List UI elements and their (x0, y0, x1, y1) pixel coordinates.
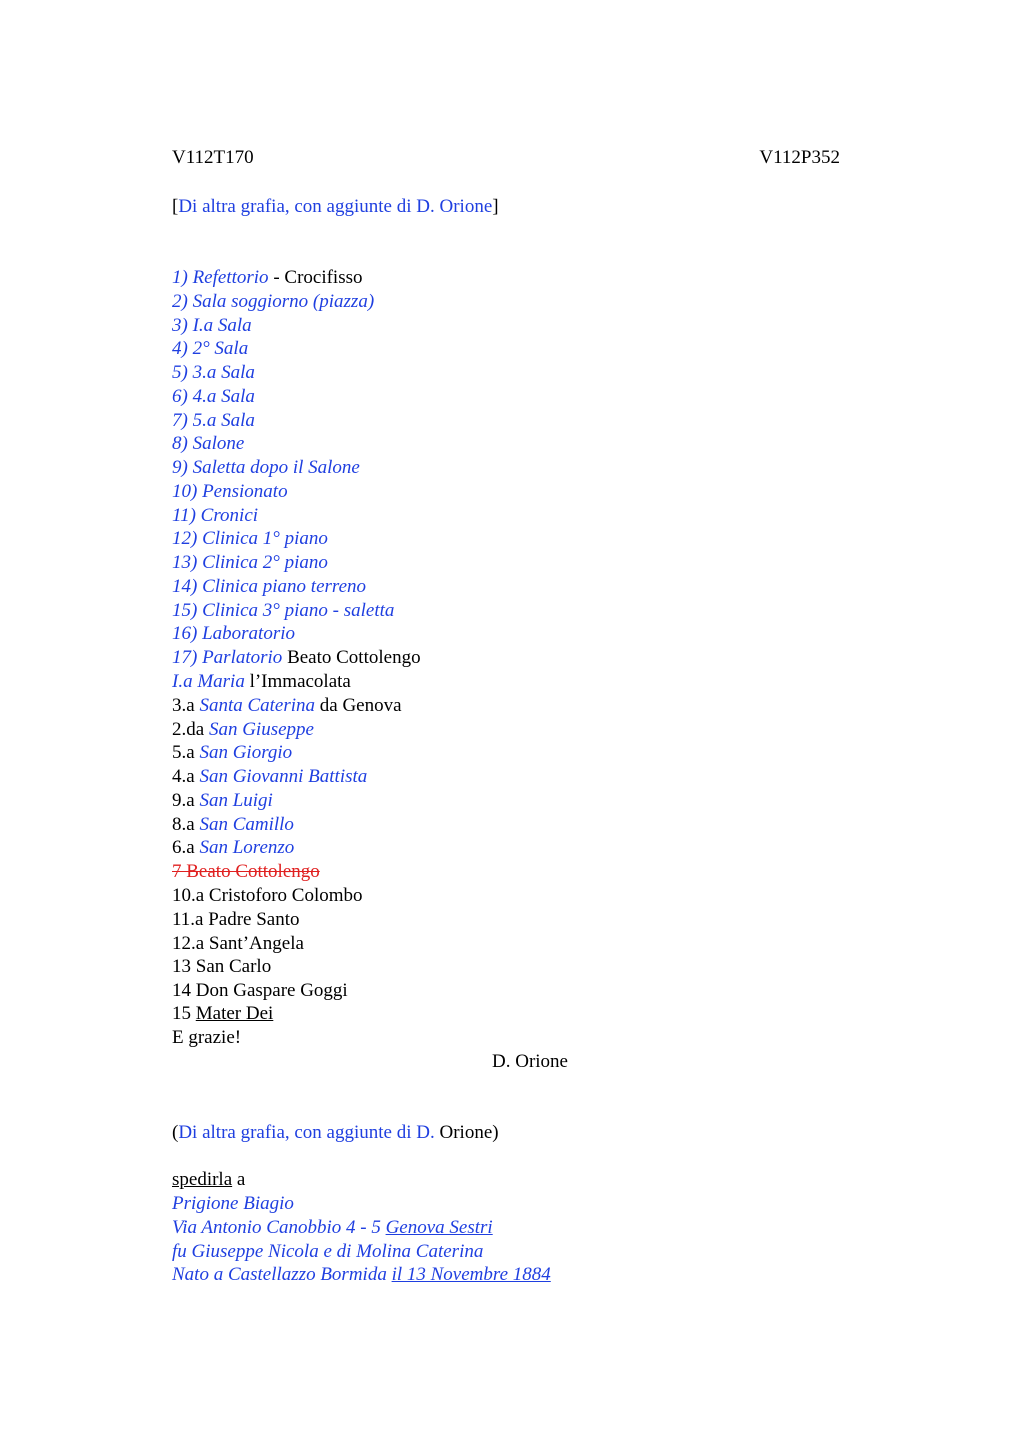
note-line-1 (172, 195, 499, 219)
paren-open: ( (172, 1122, 179, 1143)
address-name: Prigione Biagio (172, 1193, 294, 1214)
name-prefix: 4.a (172, 766, 200, 787)
room-item (172, 432, 244, 456)
room-extra: - Crocifisso (268, 267, 363, 288)
room-number: 9) (172, 457, 188, 478)
name-saint: San Lorenzo (199, 837, 295, 859)
name-prefix: 5.a (172, 742, 200, 764)
name-item (172, 741, 292, 765)
room-label: Cronici (200, 504, 259, 526)
send-line (172, 1168, 245, 1192)
send-word: spedirla (172, 1169, 233, 1190)
plain-item: 13 San Carlo (172, 956, 272, 978)
name-saint: San Luigi (199, 789, 273, 811)
name-item (172, 670, 351, 694)
note-text: Di altra grafia, con aggiunte di D. Orione (178, 196, 493, 217)
bracket-close: ] (492, 196, 499, 217)
name-prefix: 2.da (172, 718, 209, 740)
room-number: 3) (172, 314, 188, 336)
room-item (172, 527, 328, 551)
room-label: 2° Sala (192, 338, 249, 360)
room-label: Clinica piano terreno (202, 575, 367, 597)
room-label: 3.a Sala (192, 362, 255, 383)
room-number: 16) (172, 623, 198, 645)
room-number: 6) (172, 385, 188, 407)
address-city: Genova Sestri (385, 1217, 493, 1238)
struck-entry: 7 Beato Cottolengo (172, 861, 320, 882)
header-left-code: V112T170 (172, 147, 254, 168)
name-prefix: 8.a (172, 813, 200, 835)
room-label: Laboratorio (202, 623, 295, 645)
mater-text: Mater Dei (195, 1003, 274, 1024)
room-label: I.a Sala (192, 314, 252, 336)
room-number: 10) (172, 480, 198, 502)
room-item (172, 409, 255, 433)
name-prefix: 9.a (172, 789, 200, 811)
room-label: Clinica 2° piano (202, 552, 328, 573)
name-saint: San Giorgio (199, 742, 293, 764)
address-street-line (172, 1216, 493, 1240)
room-number: 17) (172, 647, 198, 668)
plain-item: 11.a Padre Santo (172, 908, 300, 930)
name-prefix: 6.a (172, 837, 200, 859)
note2-rest: Orione) (434, 1122, 499, 1143)
thanks-line: E grazie! (172, 1027, 242, 1048)
name-item (172, 694, 402, 718)
send-rest: a (232, 1169, 246, 1190)
room-extra: Beato Cottolengo (282, 647, 421, 668)
room-item (172, 599, 394, 623)
plain-item: 10.a Cristoforo Colombo (172, 885, 363, 906)
room-label: 4.a Sala (192, 385, 255, 407)
room-number: 12) (172, 528, 198, 550)
room-number: 5) (172, 362, 188, 383)
plain-item: 12.a Sant’Angela (172, 932, 304, 954)
name-prefix: 3.a (172, 694, 200, 716)
name-saint: San Giuseppe (208, 718, 314, 740)
room-item (172, 551, 328, 575)
room-number: 4) (172, 338, 188, 360)
name-item (172, 718, 314, 742)
room-number: 1) (172, 267, 188, 288)
mater-num: 15 (172, 1003, 196, 1024)
bracket-open: [ (172, 196, 179, 217)
room-label: Refettorio (192, 267, 269, 288)
room-number: 15) (172, 599, 198, 621)
name-saint: Santa Caterina (199, 694, 316, 716)
room-label: Parlatorio (202, 647, 283, 668)
mater-dei-line (172, 1002, 273, 1026)
room-item (172, 337, 248, 361)
room-number: 14) (172, 575, 198, 597)
name-suffix: da Genova (315, 694, 402, 716)
address-born-line (172, 1263, 551, 1287)
room-item (172, 266, 363, 290)
name-saint: San Giovanni Battista (199, 766, 368, 787)
room-label: 5.a Sala (192, 409, 255, 431)
note-line-2 (172, 1121, 499, 1145)
address-street: Via Antonio Canobbio 4 - 5 (172, 1217, 386, 1238)
room-number: 11) (172, 504, 196, 526)
name-item (172, 836, 294, 860)
room-item (172, 314, 252, 338)
room-item (172, 622, 295, 646)
room-item (172, 385, 255, 409)
address-date: il 13 Novembre 1884 (391, 1264, 551, 1285)
note2-blue-text: Di altra grafia, con aggiunte di D. (178, 1122, 435, 1143)
address-born: Nato a Castellazzo Bormida (172, 1264, 392, 1285)
name-suffix: l’Immacolata (244, 671, 351, 692)
room-number: 2) (172, 290, 188, 312)
room-item (172, 504, 258, 528)
name-item (172, 765, 367, 789)
address-parents: fu Giuseppe Nicola e di Molina Caterina (172, 1241, 484, 1262)
room-number: 7) (172, 409, 188, 431)
room-item (172, 480, 288, 504)
signature: D. Orione (492, 1051, 568, 1072)
room-label: Clinica 1° piano (202, 528, 328, 550)
room-number: 8) (172, 433, 188, 455)
room-item (172, 456, 360, 480)
room-label: Saletta dopo il Salone (192, 457, 360, 478)
room-item (172, 290, 374, 314)
room-label: Salone (192, 433, 245, 455)
room-number: 13) (172, 552, 198, 573)
room-item (172, 646, 421, 670)
room-label: Pensionato (202, 480, 288, 502)
header-right-code: V112P352 (759, 147, 840, 168)
name-saint: I.a Maria (172, 671, 245, 692)
room-label: Clinica 3° piano - saletta (202, 599, 395, 621)
plain-item: 14 Don Gaspare Goggi (172, 980, 348, 1001)
name-saint: San Camillo (199, 813, 294, 835)
room-label: Sala soggiorno (piazza) (192, 290, 375, 312)
room-item (172, 361, 255, 385)
name-item (172, 789, 273, 813)
name-item (172, 813, 294, 837)
room-item (172, 575, 366, 599)
